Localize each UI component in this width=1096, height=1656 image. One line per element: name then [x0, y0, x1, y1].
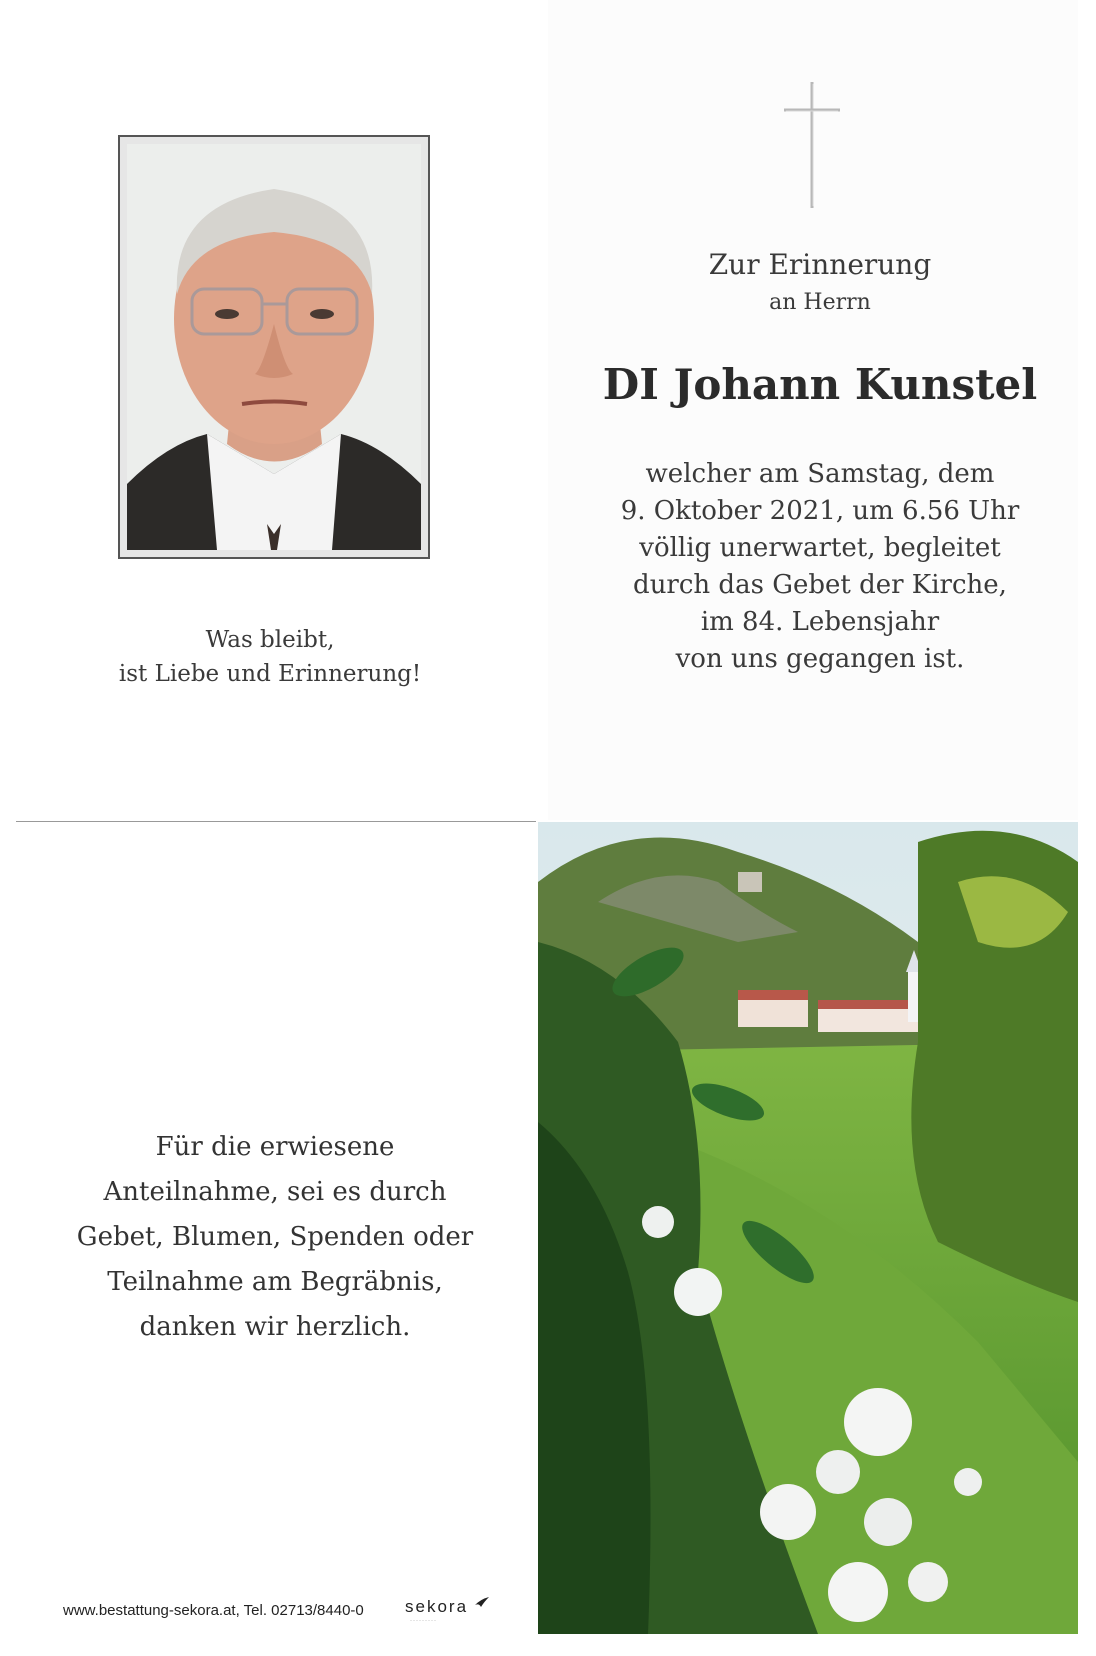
thanks-line: Gebet, Blumen, Spenden oder: [76, 1222, 474, 1252]
bird-icon: [475, 1597, 489, 1609]
quote-line: ist Liebe und Erinnerung!: [118, 661, 422, 687]
quote-line: Was bleibt,: [205, 627, 335, 653]
memorial-line: im 84. Lebensjahr: [700, 607, 940, 637]
intro-heading: Zur Erinnerung: [708, 248, 932, 281]
thanks-text: [60, 1125, 490, 1350]
thanks-line: danken wir herzlich.: [139, 1312, 411, 1342]
thanks-line: Teilnahme am Begräbnis,: [107, 1267, 443, 1297]
portrait-photo: [118, 135, 430, 559]
logo-text: sekora: [405, 1597, 469, 1616]
intro-subheading: an Herrn: [769, 290, 871, 315]
footer-contact: www.bestattung-sekora.at, Tel. 02713/8440-0: [63, 1602, 364, 1619]
memorial-text: [600, 456, 1040, 678]
thanks-line: Anteilnahme, sei es durch: [103, 1177, 447, 1207]
deceased-name: DI Johann Kunstel: [602, 360, 1038, 409]
portrait-panel: [0, 0, 548, 820]
landscape-photo: [538, 822, 1078, 1634]
memorial-line: 9. Oktober 2021, um 6.56 Uhr: [620, 496, 1020, 526]
memorial-line: völlig unerwartet, begleitet: [639, 533, 1001, 563]
memorial-line: welcher am Samstag, dem: [645, 459, 995, 489]
quote: [70, 623, 470, 691]
brand-logo: [405, 1597, 489, 1617]
logo-subline: ·········: [410, 1618, 437, 1624]
memorial-line: durch das Gebet der Kirche,: [633, 570, 1007, 600]
thanks-line: Für die erwiesene: [155, 1132, 395, 1162]
memorial-line: von uns gegangen ist.: [675, 644, 965, 674]
cross-icon: [782, 80, 842, 210]
